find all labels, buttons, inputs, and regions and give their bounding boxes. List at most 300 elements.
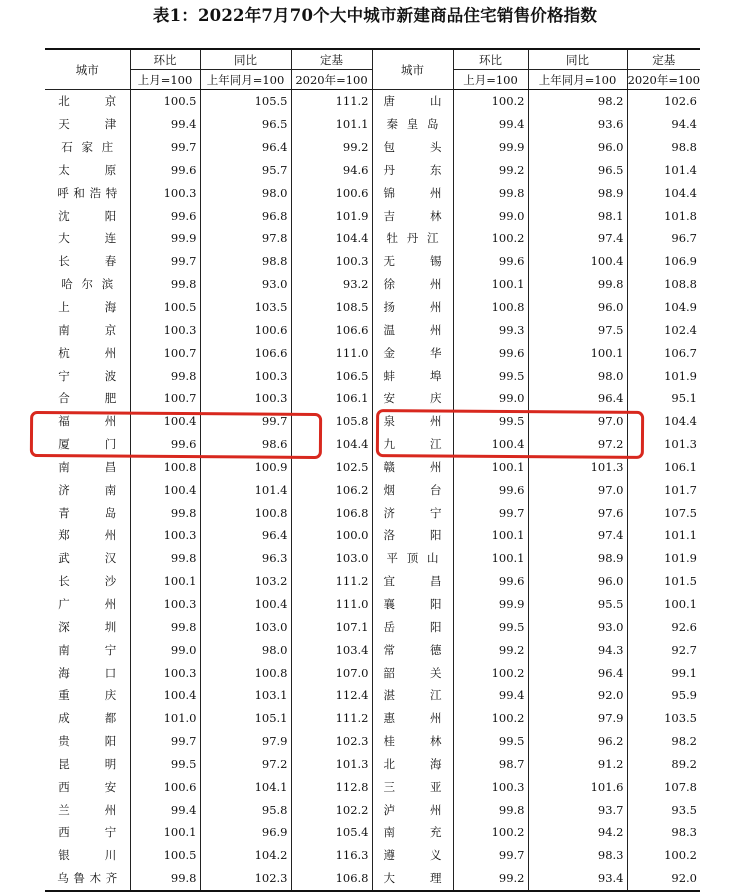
table-body: [45, 90, 700, 891]
mom-value-right: 99.6: [453, 250, 528, 273]
base-value-right: 95.1: [671, 391, 697, 406]
city-name-left: [45, 136, 130, 159]
base-value-right: 100.1: [664, 596, 697, 611]
base-value-left: 111.0: [291, 593, 372, 616]
city-label: 贵阳: [58, 734, 117, 749]
city-label: 吉林: [383, 208, 442, 223]
city-name-left: [45, 524, 130, 547]
base-value-right: 98.3: [671, 825, 697, 840]
base-value-left: 111.0: [291, 341, 372, 364]
yoy-value-left: 97.2: [200, 752, 291, 775]
mom-value-left: 100.5: [130, 90, 200, 113]
city-name-right: [372, 296, 453, 319]
city-name-right: [372, 661, 453, 684]
city-label: 牡丹江: [386, 231, 439, 246]
mom-value-left: 99.4: [130, 113, 200, 136]
mom-value-right: 99.5: [453, 410, 528, 433]
yoy-value-right: 94.3: [528, 638, 627, 661]
city-name-left: [45, 273, 130, 296]
mom-value-right: 100.2: [453, 707, 528, 730]
base-value-right: 104.4: [664, 414, 697, 429]
yoy-value-left: 97.8: [200, 227, 291, 250]
base-value-left: 111.2: [291, 90, 372, 113]
city-name-right: [372, 456, 453, 479]
base-value-right: 89.2: [671, 756, 697, 771]
subheader-base-right: 2020年=100: [627, 70, 700, 90]
city-label: 兰州: [58, 802, 117, 817]
mom-value-left: 100.3: [130, 593, 200, 616]
base-value-left: 104.4: [291, 227, 372, 250]
base-value-left: 106.8: [291, 867, 372, 891]
yoy-value-left: 104.2: [200, 844, 291, 867]
base-value-right: 104.4: [664, 185, 697, 200]
table-row: [45, 456, 700, 479]
city-name-left: [45, 684, 130, 707]
city-name-left: [45, 250, 130, 273]
city-name-left: [45, 456, 130, 479]
mom-value-right: 99.5: [453, 364, 528, 387]
base-value-right: 96.7: [671, 231, 697, 246]
base-value-right: 98.2: [671, 734, 697, 749]
yoy-value-left: 105.5: [200, 90, 291, 113]
base-value-right: 93.5: [671, 802, 697, 817]
table-row: [45, 570, 700, 593]
yoy-value-left: 100.8: [200, 661, 291, 684]
mom-value-left: 99.7: [130, 730, 200, 753]
table-row: [45, 547, 700, 570]
table-row: [45, 364, 700, 387]
city-name-left: [45, 159, 130, 182]
subheader-yoy-right: 上年同月=100: [528, 70, 627, 90]
city-label: 包头: [383, 140, 442, 155]
base-value-left: 112.4: [291, 684, 372, 707]
city-name-right: [372, 867, 453, 891]
yoy-value-right: 97.2: [528, 433, 627, 456]
city-label: 锦州: [383, 185, 442, 200]
city-label: 郑州: [58, 528, 117, 543]
mom-value-right: 99.0: [453, 204, 528, 227]
city-label: 长春: [58, 254, 117, 269]
mom-value-left: 100.4: [130, 410, 200, 433]
city-label: 广州: [58, 596, 117, 611]
mom-value-left: 99.4: [130, 798, 200, 821]
city-label: 杭州: [58, 345, 117, 360]
yoy-value-right: 94.2: [528, 821, 627, 844]
mom-value-left: 100.3: [130, 661, 200, 684]
table-row: [45, 501, 700, 524]
mom-value-left: 99.8: [130, 615, 200, 638]
mom-value-right: 100.2: [453, 661, 528, 684]
city-label: 北京: [58, 94, 117, 109]
mom-value-left: 100.8: [130, 456, 200, 479]
city-name-right: [372, 730, 453, 753]
city-label: 唐山: [383, 94, 442, 109]
header-base-right: 定基: [627, 49, 700, 70]
city-name-right: [372, 638, 453, 661]
city-label: 西宁: [58, 825, 117, 840]
base-value-left: 93.2: [291, 273, 372, 296]
city-label: 沈阳: [58, 208, 117, 223]
mom-value-right: 100.1: [453, 273, 528, 296]
mom-value-left: 100.1: [130, 570, 200, 593]
mom-value-left: 99.6: [130, 433, 200, 456]
subheader-mom-left: 上月=100: [130, 70, 200, 90]
base-value-right: 103.5: [664, 711, 697, 726]
base-value-left: 108.5: [291, 296, 372, 319]
mom-value-right: 99.6: [453, 341, 528, 364]
city-name-left: [45, 844, 130, 867]
mom-value-left: 99.8: [130, 273, 200, 296]
yoy-value-left: 95.8: [200, 798, 291, 821]
mom-value-right: 100.4: [453, 433, 528, 456]
mom-value-left: 99.6: [130, 204, 200, 227]
base-value-right: 101.8: [664, 208, 697, 223]
base-value-right: 104.9: [664, 300, 697, 315]
yoy-value-right: 93.0: [528, 615, 627, 638]
city-name-right: [372, 318, 453, 341]
yoy-value-left: 93.0: [200, 273, 291, 296]
city-label: 泸州: [383, 802, 442, 817]
mom-value-right: 99.7: [453, 844, 528, 867]
city-label: 安庆: [383, 391, 442, 406]
base-value-right: 98.8: [671, 140, 697, 155]
city-name-right: [372, 615, 453, 638]
yoy-value-right: 92.0: [528, 684, 627, 707]
mom-value-right: 99.9: [453, 593, 528, 616]
city-name-right: [372, 570, 453, 593]
mom-value-right: 99.8: [453, 798, 528, 821]
table-row: [45, 478, 700, 501]
city-label: 长沙: [58, 574, 117, 589]
header-base-left: 定基: [291, 49, 372, 70]
base-value-right: 102.6: [664, 94, 697, 109]
city-label: 洛阳: [383, 528, 442, 543]
city-name-left: [45, 570, 130, 593]
table-row: [45, 90, 700, 113]
city-label: 天津: [58, 117, 117, 132]
mom-value-left: 99.7: [130, 250, 200, 273]
table-row: [45, 204, 700, 227]
mom-value-left: 100.3: [130, 318, 200, 341]
city-label: 银川: [58, 848, 117, 863]
city-name-right: [372, 593, 453, 616]
base-value-left: 94.6: [291, 159, 372, 182]
table-row: [45, 615, 700, 638]
base-value-left: 99.2: [291, 136, 372, 159]
city-label: 上海: [58, 300, 117, 315]
city-label: 石家庄: [61, 140, 114, 155]
header-city-left: 城市: [45, 49, 130, 90]
mom-value-left: 99.8: [130, 501, 200, 524]
mom-value-right: 99.2: [453, 159, 528, 182]
base-value-right: 101.4: [664, 162, 697, 177]
city-label: 海口: [58, 665, 117, 680]
mom-value-right: 100.2: [453, 90, 528, 113]
yoy-value-right: 97.9: [528, 707, 627, 730]
base-value-left: 106.5: [291, 364, 372, 387]
yoy-value-right: 100.1: [528, 341, 627, 364]
mom-value-left: 99.9: [130, 227, 200, 250]
base-value-right: 106.1: [664, 459, 697, 474]
yoy-value-right: 98.9: [528, 181, 627, 204]
city-name-right: [372, 433, 453, 456]
yoy-value-right: 93.7: [528, 798, 627, 821]
city-label: 深圳: [58, 619, 117, 634]
mom-value-right: 100.1: [453, 547, 528, 570]
subheader-yoy-left: 上年同月=100: [200, 70, 291, 90]
base-value-right: 107.8: [664, 779, 697, 794]
city-name-right: [372, 821, 453, 844]
table-row: [45, 775, 700, 798]
table-row: [45, 227, 700, 250]
base-value-right: 106.9: [664, 254, 697, 269]
table-row: [45, 433, 700, 456]
yoy-value-right: 98.0: [528, 364, 627, 387]
yoy-value-right: 101.6: [528, 775, 627, 798]
base-value-left: 100.6: [291, 181, 372, 204]
mom-value-left: 100.6: [130, 775, 200, 798]
yoy-value-left: 96.8: [200, 204, 291, 227]
base-value-right: 92.6: [671, 619, 697, 634]
city-label: 大连: [58, 231, 117, 246]
mom-value-left: 99.6: [130, 159, 200, 182]
yoy-value-left: 96.5: [200, 113, 291, 136]
mom-value-right: 100.2: [453, 821, 528, 844]
base-value-left: 106.1: [291, 387, 372, 410]
base-value-left: 101.1: [291, 113, 372, 136]
city-name-right: [372, 844, 453, 867]
table-row: [45, 524, 700, 547]
city-name-left: [45, 798, 130, 821]
base-value-left: 106.8: [291, 501, 372, 524]
city-label: 温州: [383, 322, 442, 337]
yoy-value-left: 98.6: [200, 433, 291, 456]
city-name-left: [45, 204, 130, 227]
table-row: [45, 730, 700, 753]
base-value-left: 106.2: [291, 478, 372, 501]
yoy-value-left: 102.3: [200, 867, 291, 891]
mom-value-right: 100.1: [453, 524, 528, 547]
city-label: 九江: [383, 437, 442, 452]
city-label: 惠州: [383, 711, 442, 726]
city-label: 太原: [58, 162, 117, 177]
city-name-right: [372, 410, 453, 433]
city-label: 烟台: [383, 482, 442, 497]
city-label: 蚌埠: [383, 368, 442, 383]
city-name-left: [45, 113, 130, 136]
mom-value-right: 99.4: [453, 684, 528, 707]
city-name-right: [372, 364, 453, 387]
base-value-left: 103.4: [291, 638, 372, 661]
mom-value-right: 100.2: [453, 227, 528, 250]
yoy-value-left: 98.0: [200, 181, 291, 204]
city-name-left: [45, 410, 130, 433]
city-name-left: [45, 433, 130, 456]
city-name-left: [45, 227, 130, 250]
mom-value-left: 100.4: [130, 684, 200, 707]
yoy-value-left: 96.4: [200, 136, 291, 159]
table-row: [45, 341, 700, 364]
yoy-value-right: 101.3: [528, 456, 627, 479]
yoy-value-right: 97.6: [528, 501, 627, 524]
city-label: 扬州: [383, 300, 442, 315]
city-name-left: [45, 638, 130, 661]
table-row: [45, 707, 700, 730]
yoy-value-right: 97.5: [528, 318, 627, 341]
city-label: 南宁: [58, 642, 117, 657]
city-name-right: [372, 159, 453, 182]
table-row: [45, 867, 700, 891]
mom-value-left: 99.0: [130, 638, 200, 661]
yoy-value-left: 103.2: [200, 570, 291, 593]
city-label: 福州: [58, 414, 117, 429]
base-value-left: 102.5: [291, 456, 372, 479]
yoy-value-right: 97.0: [528, 478, 627, 501]
city-name-right: [372, 707, 453, 730]
base-value-left: 107.1: [291, 615, 372, 638]
city-name-left: [45, 318, 130, 341]
base-value-right: 106.7: [664, 345, 697, 360]
yoy-value-left: 96.3: [200, 547, 291, 570]
city-name-right: [372, 775, 453, 798]
city-name-left: [45, 593, 130, 616]
yoy-value-right: 93.6: [528, 113, 627, 136]
mom-value-right: 100.3: [453, 775, 528, 798]
mom-value-right: 98.7: [453, 752, 528, 775]
city-name-right: [372, 341, 453, 364]
city-name-left: [45, 867, 130, 891]
base-value-right: 107.5: [664, 505, 697, 520]
yoy-value-left: 98.0: [200, 638, 291, 661]
yoy-value-right: 97.0: [528, 410, 627, 433]
yoy-value-left: 105.1: [200, 707, 291, 730]
city-name-right: [372, 387, 453, 410]
base-value-left: 111.2: [291, 570, 372, 593]
mom-value-left: 99.5: [130, 752, 200, 775]
price-index-table: [45, 48, 700, 892]
header-city-right: 城市: [372, 49, 453, 90]
mom-value-right: 99.6: [453, 478, 528, 501]
city-name-left: [45, 661, 130, 684]
yoy-value-right: 97.4: [528, 227, 627, 250]
yoy-value-left: 103.5: [200, 296, 291, 319]
city-label: 厦门: [58, 437, 117, 452]
yoy-value-left: 98.8: [200, 250, 291, 273]
city-name-left: [45, 730, 130, 753]
mom-value-right: 100.1: [453, 456, 528, 479]
table-row: [45, 113, 700, 136]
city-label: 成都: [58, 711, 117, 726]
mom-value-left: 101.0: [130, 707, 200, 730]
city-name-right: [372, 136, 453, 159]
city-name-right: [372, 113, 453, 136]
city-name-left: [45, 90, 130, 113]
city-name-left: [45, 296, 130, 319]
yoy-value-right: 100.4: [528, 250, 627, 273]
yoy-value-right: 99.8: [528, 273, 627, 296]
city-name-left: [45, 775, 130, 798]
city-name-left: [45, 478, 130, 501]
base-value-left: 101.3: [291, 752, 372, 775]
mom-value-left: 99.8: [130, 867, 200, 891]
yoy-value-left: 99.7: [200, 410, 291, 433]
city-label: 遵义: [383, 848, 442, 863]
yoy-value-right: 96.4: [528, 387, 627, 410]
city-name-left: [45, 501, 130, 524]
base-value-right: 101.5: [664, 574, 697, 589]
yoy-value-right: 97.4: [528, 524, 627, 547]
city-label: 济南: [58, 482, 117, 497]
base-value-left: 102.3: [291, 730, 372, 753]
mom-value-left: 100.5: [130, 844, 200, 867]
mom-value-left: 100.3: [130, 181, 200, 204]
city-label: 泉州: [383, 414, 442, 429]
base-value-left: 111.2: [291, 707, 372, 730]
base-value-left: 103.0: [291, 547, 372, 570]
city-label: 徐州: [383, 277, 442, 292]
city-label: 宁波: [58, 368, 117, 383]
yoy-value-right: 96.2: [528, 730, 627, 753]
city-label: 湛江: [383, 688, 442, 703]
yoy-value-right: 96.0: [528, 136, 627, 159]
mom-value-left: 99.8: [130, 364, 200, 387]
city-label: 桂林: [383, 734, 442, 749]
mom-value-right: 99.3: [453, 318, 528, 341]
mom-value-left: 100.5: [130, 296, 200, 319]
city-name-left: [45, 181, 130, 204]
base-value-left: 105.8: [291, 410, 372, 433]
yoy-value-right: 98.1: [528, 204, 627, 227]
base-value-right: 108.8: [664, 277, 697, 292]
yoy-value-left: 97.9: [200, 730, 291, 753]
city-label: 无锡: [383, 254, 442, 269]
yoy-value-left: 100.3: [200, 387, 291, 410]
table-row: [45, 684, 700, 707]
city-name-left: [45, 707, 130, 730]
city-label: 南昌: [58, 459, 117, 474]
yoy-value-right: 96.0: [528, 296, 627, 319]
city-name-right: [372, 547, 453, 570]
table-row: [45, 593, 700, 616]
base-value-left: 105.4: [291, 821, 372, 844]
yoy-value-left: 95.7: [200, 159, 291, 182]
yoy-value-right: 98.2: [528, 90, 627, 113]
yoy-value-right: 96.0: [528, 570, 627, 593]
yoy-value-right: 93.4: [528, 867, 627, 891]
city-label: 呼和浩特: [57, 185, 118, 200]
mom-value-right: 99.0: [453, 387, 528, 410]
base-value-right: 101.7: [664, 482, 697, 497]
table-row: [45, 638, 700, 661]
city-label: 昆明: [58, 756, 117, 771]
table-row: [45, 661, 700, 684]
yoy-value-left: 96.4: [200, 524, 291, 547]
city-label: 青岛: [58, 505, 117, 520]
mom-value-left: 100.4: [130, 478, 200, 501]
mom-value-left: 100.7: [130, 387, 200, 410]
header-yoy-right: 同比: [528, 49, 627, 70]
city-label: 襄阳: [383, 596, 442, 611]
city-label: 武汉: [58, 551, 117, 566]
yoy-value-right: 98.3: [528, 844, 627, 867]
city-name-right: [372, 90, 453, 113]
table-row: [45, 387, 700, 410]
mom-value-left: 100.1: [130, 821, 200, 844]
base-value-right: 92.0: [627, 867, 700, 891]
table-row: [45, 821, 700, 844]
header-mom-left: 环比: [130, 49, 200, 70]
yoy-value-right: 91.2: [528, 752, 627, 775]
